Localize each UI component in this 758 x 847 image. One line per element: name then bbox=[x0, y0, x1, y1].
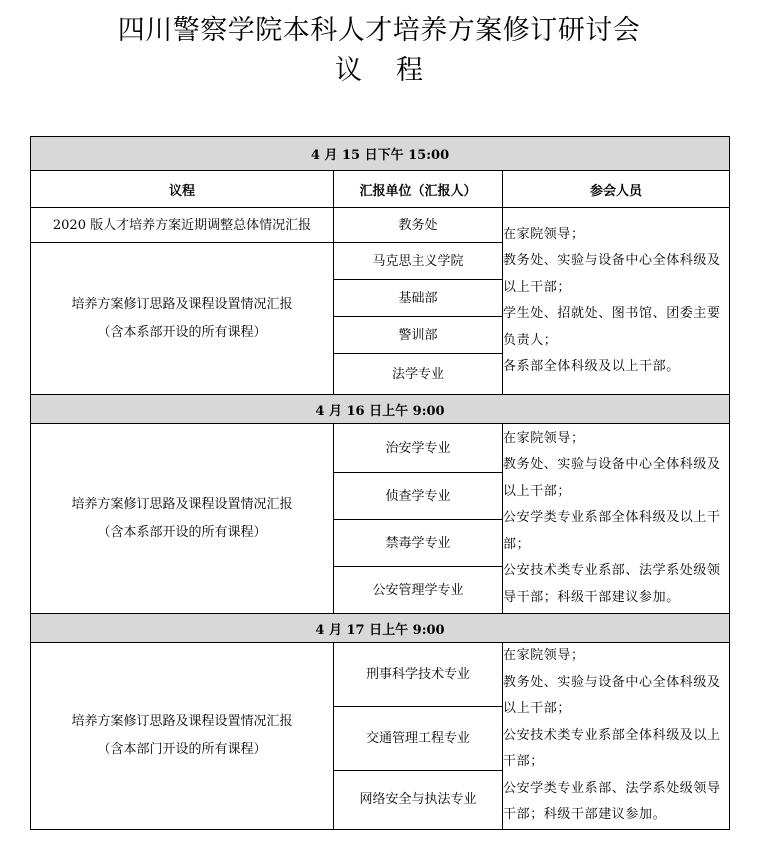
reporting-unit: 警训部 bbox=[334, 317, 503, 354]
attendee-line: 在家院领导； bbox=[503, 430, 585, 446]
column-header-agenda: 议程 bbox=[31, 171, 334, 208]
attendees-cell bbox=[503, 643, 730, 830]
attendee-line: 公安学类专业系部、法学系处级领导干部；科级干部建议参加。 bbox=[503, 780, 721, 822]
agenda-topic-line: 培养方案修订思路及课程设置情况汇报 bbox=[71, 713, 293, 729]
agenda-topic-note: （含本系部开设的所有课程） bbox=[97, 324, 267, 340]
reporting-unit: 治安学专业 bbox=[334, 424, 503, 473]
reporting-unit: 法学专业 bbox=[334, 354, 503, 395]
attendee-line: 各系部全体科级及以上干部。 bbox=[503, 359, 680, 374]
attendee-line: 公安技术类专业系部、法学系处级领导干部；科级干部建议参加。 bbox=[503, 563, 721, 605]
page-subtitle: 议程 bbox=[335, 55, 457, 86]
agenda-topic bbox=[31, 424, 334, 614]
session-header-row bbox=[31, 614, 730, 643]
session-time: 4 月 16 日上午 9:00 bbox=[31, 395, 730, 424]
table-row bbox=[31, 643, 730, 707]
session-header-row bbox=[31, 395, 730, 424]
reporting-unit: 马克思主义学院 bbox=[334, 243, 503, 280]
column-header-reporter: 汇报单位（汇报人） bbox=[334, 171, 503, 208]
table-row bbox=[31, 208, 730, 243]
reporting-unit: 禁毒学专业 bbox=[334, 520, 503, 567]
attendee-line: 学生处、招就处、图书馆、团委主要负责人； bbox=[503, 306, 721, 348]
agenda-topic-line: 培养方案修订思路及课程设置情况汇报 bbox=[71, 496, 293, 512]
attendee-line: 在家院领导； bbox=[503, 648, 585, 663]
agenda-topic: 2020 版人才培养方案近期调整总体情况汇报 bbox=[31, 208, 334, 243]
column-header-row bbox=[31, 171, 730, 208]
reporting-unit: 网络安全与执法专业 bbox=[334, 771, 503, 829]
attendees-cell bbox=[503, 208, 730, 395]
attendee-line: 教务处、实验与设备中心全体科级及以上干部； bbox=[503, 457, 721, 499]
agenda-topic bbox=[31, 243, 334, 395]
reporting-unit: 公安管理学专业 bbox=[334, 567, 503, 614]
reporting-unit: 基础部 bbox=[334, 280, 503, 317]
agenda-topic-note: （含本系部开设的所有课程） bbox=[97, 524, 267, 540]
attendee-line: 公安学类专业系部全体科级及以上干部； bbox=[503, 510, 721, 552]
agenda-topic-note: （含本部门开设的所有课程） bbox=[97, 741, 267, 757]
session-time: 4 月 15 日下午 15:00 bbox=[31, 137, 730, 171]
session-time: 4 月 17 日上午 9:00 bbox=[31, 614, 730, 643]
reporting-unit: 交通管理工程专业 bbox=[334, 707, 503, 771]
attendee-line: 教务处、实验与设备中心全体科级及以上干部； bbox=[503, 674, 721, 716]
reporting-unit: 刑事科学技术专业 bbox=[334, 643, 503, 707]
attendee-line: 在家院领导； bbox=[503, 226, 585, 242]
page-title: 四川警察学院本科人才培养方案修订研讨会 bbox=[117, 15, 641, 46]
attendees-cell bbox=[503, 424, 730, 614]
agenda-topic-line: 培养方案修订思路及课程设置情况汇报 bbox=[71, 296, 293, 312]
reporting-unit: 教务处 bbox=[334, 208, 503, 243]
agenda-table bbox=[30, 136, 730, 830]
attendee-line: 教务处、实验与设备中心全体科级及以上干部； bbox=[503, 253, 721, 295]
table-row bbox=[31, 424, 730, 473]
agenda-topic bbox=[31, 643, 334, 830]
attendee-line: 公安技术类专业系部全体科级及以上干部； bbox=[503, 727, 721, 769]
session-header-row bbox=[31, 137, 730, 171]
column-header-attendees: 参会人员 bbox=[503, 171, 730, 208]
reporting-unit: 侦查学专业 bbox=[334, 473, 503, 520]
